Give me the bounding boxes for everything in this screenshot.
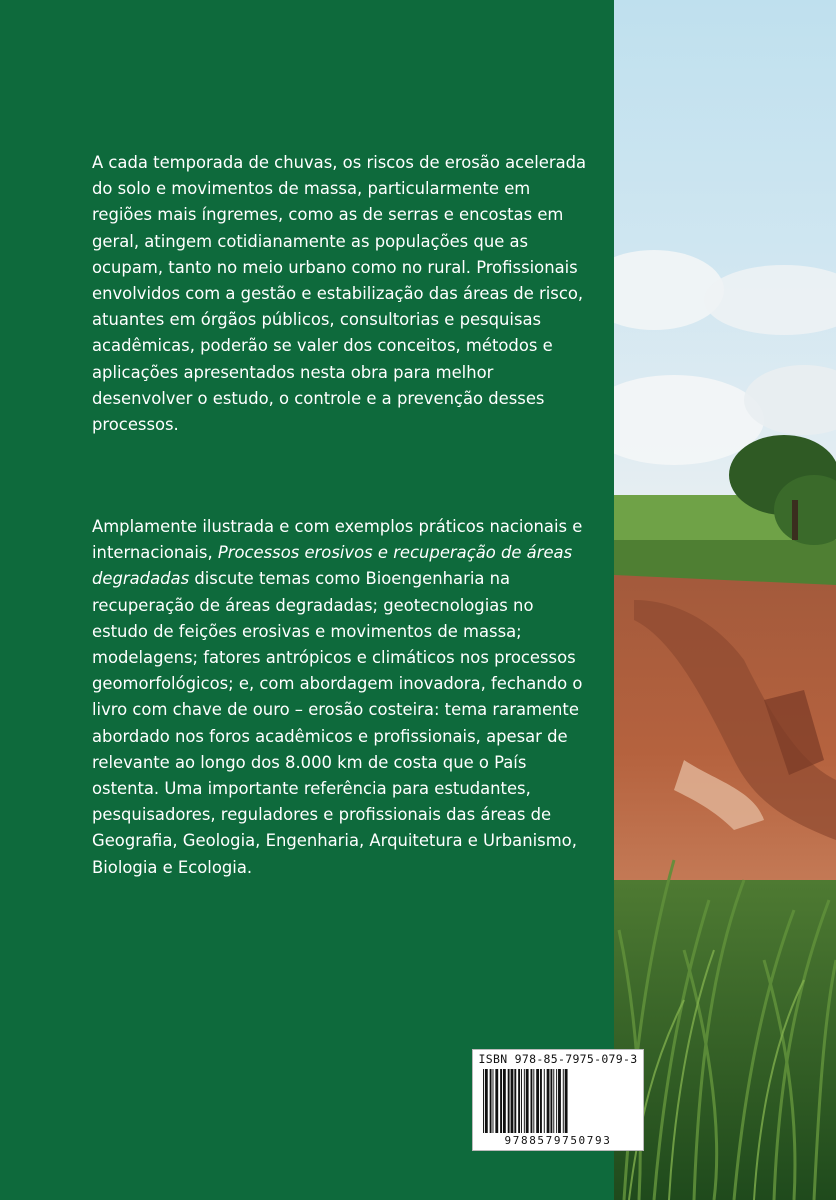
- barcode-bar: [503, 1069, 506, 1133]
- barcode-bar: [550, 1069, 552, 1133]
- book-title-italic: Processos erosivos e recuperação de áreas degradadas: [92, 543, 573, 589]
- barcode-bar: [521, 1069, 522, 1133]
- isbn-label: ISBN 978-85-7975-079-3: [478, 1052, 638, 1066]
- isbn-barcode: [472, 1049, 644, 1151]
- barcode-bar: [531, 1069, 533, 1133]
- barcode-bar: [526, 1069, 529, 1133]
- barcode-bar: [511, 1069, 514, 1133]
- barcode-bars: [481, 1069, 635, 1133]
- barcode-digits: 9788579750793: [504, 1134, 612, 1147]
- barcode-bar: [565, 1069, 568, 1133]
- barcode-bar: [518, 1069, 520, 1133]
- erosion-landscape-photo: [614, 0, 836, 1200]
- barcode-bar: [556, 1069, 557, 1133]
- barcode-bar: [500, 1069, 502, 1133]
- barcode-bar: [485, 1069, 488, 1133]
- description-paragraph-1: [92, 150, 592, 438]
- barcode-bar: [495, 1069, 498, 1133]
- paragraph-2-rest: discute temas como Bioengenharia na recuperação de áreas degradadas; geotecnologias no estudo de feições erosivas e movimentos de massa; modelagens; fatores antrópicos e climáticos nos processos geomorfológicos; e, com abordagem inovadora, fechando o livro com chave de ouro – erosão costeira: tema raramente abordado nos foros acadêmicos e profissionais, apesar de relevante ao longo dos 8.000 km de costa que o País ostenta. Uma importante referência para estudantes, pesquisadores, reguladores e profissionais das áreas de Geografia, Geologia, Engenharia, Arquitetura e Urbanismo, Biologia e Ecologia.: [92, 569, 583, 877]
- barcode-bar: [524, 1069, 525, 1133]
- barcode-bar: [558, 1069, 561, 1133]
- barcode-bar: [563, 1069, 564, 1133]
- barcode-bar: [536, 1069, 539, 1133]
- barcode-bar: [544, 1069, 545, 1133]
- barcode-bar: [533, 1069, 534, 1133]
- paragraph-2-start: Amplamente ilustrada e com exemplos práticos nacionais e internacionais,: [92, 517, 583, 563]
- barcode-bar: [483, 1069, 484, 1133]
- barcode-bar: [508, 1069, 510, 1133]
- barcode-bar: [490, 1069, 492, 1133]
- barcode-bar: [540, 1069, 542, 1133]
- barcode-bar: [514, 1069, 516, 1133]
- barcode-bar: [553, 1069, 554, 1133]
- description-paragraph-2: [92, 514, 592, 881]
- barcode-bar: [547, 1069, 550, 1133]
- barcode-bar: [493, 1069, 494, 1133]
- landscape-image: [614, 0, 836, 1200]
- paragraph-2-text: [92, 514, 592, 881]
- paragraph-1-text: A cada temporada de chuvas, os riscos de erosão acelerada do solo e movimentos de massa, particularmente em regiões mais íngremes, como as de serras e encostas em geral, atingem cotidianamente as populações que as ocupam, tanto no meio urbano como no rural. Profissionais envolvidos com a gestão e estabilização das áreas de risco, atuantes em órgãos públicos, consultorias e pesquisas acadêmicas, poderão se valer dos conceitos, métodos e aplicações apresentados nesta obra para melhor desenvolver o estudo, o controle e a prevenção desses processos.: [92, 153, 587, 435]
